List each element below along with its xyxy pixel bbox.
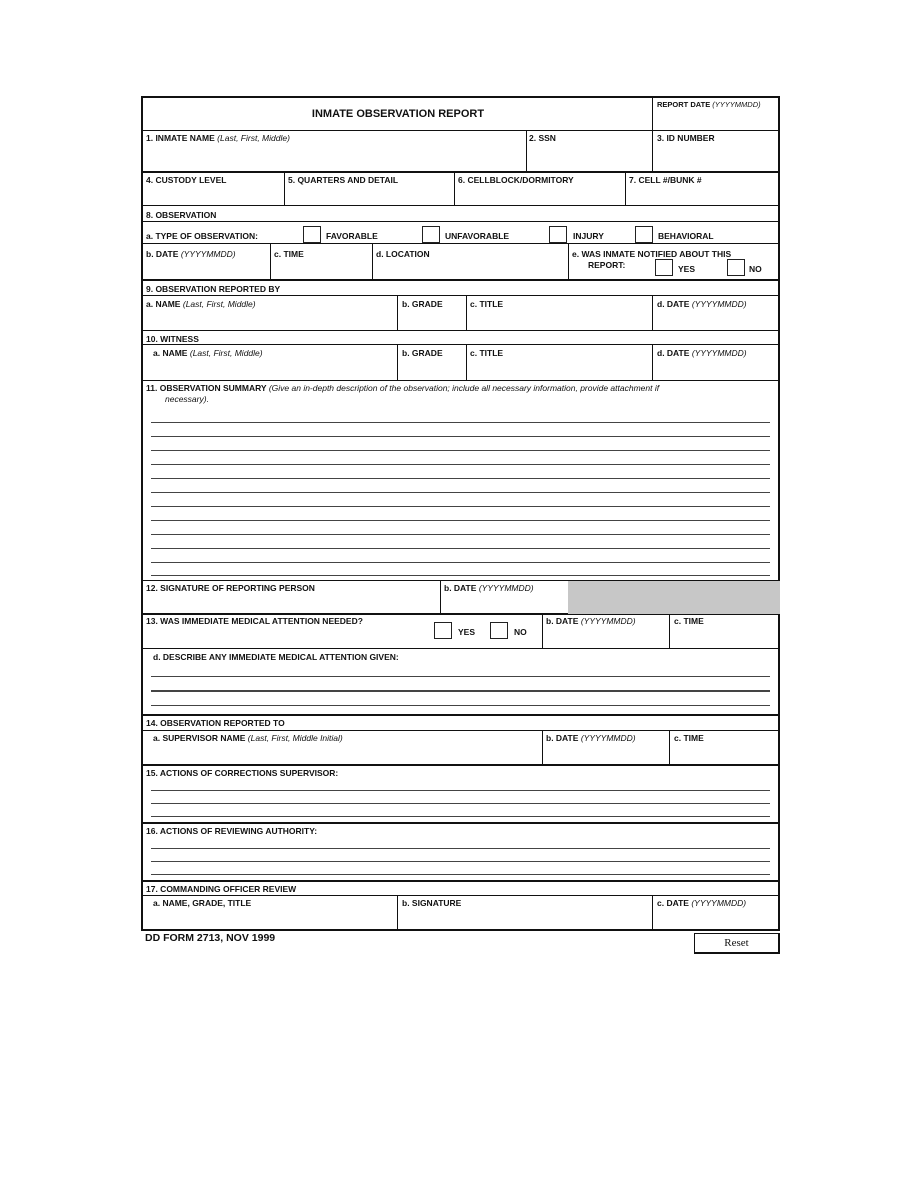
- id-number-label: 3. ID NUMBER: [657, 133, 715, 143]
- reported-by-section-label: 9. OBSERVATION REPORTED BY: [146, 284, 281, 294]
- unfavorable-label: UNFAVORABLE: [445, 231, 510, 241]
- witness-name-label: a. NAME (Last, First, Middle): [153, 348, 263, 358]
- notified-yes-checkbox[interactable]: [655, 259, 673, 276]
- unfavorable-checkbox[interactable]: [422, 226, 440, 243]
- behavioral-label: BEHAVIORAL: [658, 231, 714, 241]
- observation-report-form: [141, 96, 780, 931]
- observation-time-label: c. TIME: [274, 249, 304, 259]
- observation-section-label: 8. OBSERVATION: [146, 210, 217, 220]
- observation-location-label: d. LOCATION: [376, 249, 430, 259]
- notified-no-checkbox[interactable]: [727, 259, 745, 276]
- reported-by-name-label: a. NAME (Last, First, Middle): [146, 299, 256, 309]
- observation-summary-hint: necessary).: [165, 394, 209, 404]
- cell-bunk-label: 7. CELL #/BUNK #: [629, 175, 702, 185]
- observation-summary-area[interactable]: [143, 406, 778, 578]
- witness-date-label: d. DATE (YYYYMMDD): [657, 348, 747, 358]
- form-id: DD FORM 2713, NOV 1999: [145, 932, 276, 944]
- medical-yes-label: YES: [458, 627, 476, 637]
- reported-by-grade-label: b. GRADE: [402, 299, 443, 309]
- co-date-label: c. DATE (YYYYMMDD): [657, 898, 747, 908]
- observation-type-label: a. TYPE OF OBSERVATION:: [146, 231, 258, 241]
- behavioral-checkbox[interactable]: [635, 226, 653, 243]
- medical-no-label: NO: [514, 627, 527, 637]
- supervisor-time-label: c. TIME: [674, 733, 704, 743]
- cellblock-label: 6. CELLBLOCK/DORMITORY: [458, 175, 574, 185]
- reset-button[interactable]: Reset: [694, 933, 780, 954]
- favorable-label: FAVORABLE: [326, 231, 378, 241]
- medical-describe-area[interactable]: [143, 664, 778, 712]
- reviewing-authority-area[interactable]: [143, 836, 778, 880]
- shaded-block: [568, 581, 780, 614]
- observation-summary-label: 11. OBSERVATION SUMMARY (Give an in-depth description of the observation; include all necessary information, provide attachment if: [146, 383, 660, 393]
- medical-date-label: b. DATE (YYYYMMDD): [546, 616, 636, 626]
- report-date-label: REPORT DATE (YYYYMMDD): [657, 100, 761, 109]
- supervisor-actions-area[interactable]: [143, 778, 778, 822]
- reported-by-title-label: c. TITLE: [470, 299, 504, 309]
- favorable-checkbox[interactable]: [303, 226, 321, 243]
- reviewing-authority-label: 16. ACTIONS OF REVIEWING AUTHORITY:: [146, 826, 318, 836]
- form-title: INMATE OBSERVATION REPORT: [311, 108, 485, 120]
- supervisor-actions-label: 15. ACTIONS OF CORRECTIONS SUPERVISOR:: [146, 768, 339, 778]
- supervisor-name-label: a. SUPERVISOR NAME (Last, First, Middle Initial): [153, 733, 343, 743]
- reporting-signature-date-label: b. DATE (YYYYMMDD): [444, 583, 534, 593]
- notified-yes-label: YES: [678, 264, 696, 274]
- medical-time-label: c. TIME: [674, 616, 704, 626]
- witness-section-label: 10. WITNESS: [146, 334, 199, 344]
- co-name-grade-title-label: a. NAME, GRADE, TITLE: [153, 898, 252, 908]
- reported-to-section-label: 14. OBSERVATION REPORTED TO: [146, 718, 285, 728]
- inmate-name-label: 1. INMATE NAME (Last, First, Middle): [146, 133, 290, 143]
- co-signature-label: b. SIGNATURE: [402, 898, 462, 908]
- supervisor-date-label: b. DATE (YYYYMMDD): [546, 733, 636, 743]
- reported-by-date-label: d. DATE (YYYYMMDD): [657, 299, 747, 309]
- medical-describe-label: d. DESCRIBE ANY IMMEDIATE MEDICAL ATTENTION GIVEN:: [153, 652, 399, 662]
- medical-needed-label: 13. WAS IMMEDIATE MEDICAL ATTENTION NEEDED?: [146, 616, 363, 626]
- witness-title-label: c. TITLE: [470, 348, 504, 358]
- injury-label: INJURY: [573, 231, 604, 241]
- observation-date-label: b. DATE (YYYYMMDD): [146, 249, 236, 259]
- co-review-section-label: 17. COMMANDING OFFICER REVIEW: [146, 884, 297, 894]
- medical-no-checkbox[interactable]: [490, 622, 508, 639]
- reporting-signature-label: 12. SIGNATURE OF REPORTING PERSON: [146, 583, 315, 593]
- custody-level-label: 4. CUSTODY LEVEL: [146, 175, 227, 185]
- inmate-notified-label: e. WAS INMATE NOTIFIED ABOUT THIS: [572, 249, 732, 259]
- quarters-detail-label: 5. QUARTERS AND DETAIL: [288, 175, 399, 185]
- inmate-notified-label-2: REPORT:: [588, 260, 626, 270]
- notified-no-label: NO: [749, 264, 762, 274]
- ssn-label: 2. SSN: [529, 133, 556, 143]
- injury-checkbox[interactable]: [549, 226, 567, 243]
- witness-grade-label: b. GRADE: [402, 348, 443, 358]
- medical-yes-checkbox[interactable]: [434, 622, 452, 639]
